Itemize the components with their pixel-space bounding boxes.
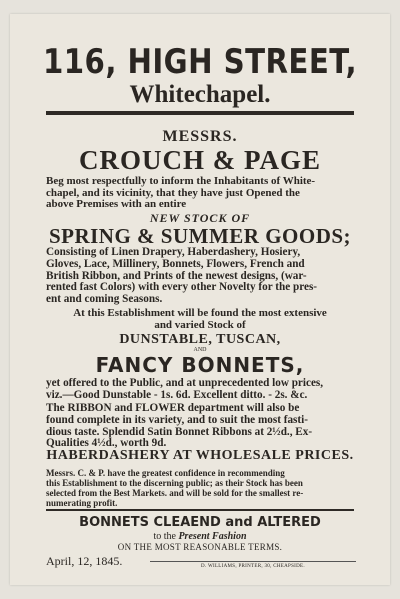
- text-line: The RIBBON and FLOWER department will also be: [46, 403, 300, 414]
- text-line: this Establishment to the discerning public; as their Stock has been: [46, 478, 303, 488]
- new-stock-label: NEW STOCK OF: [149, 211, 251, 225]
- text-line: British Ribbon, and Prints of the newest designs, (war-: [46, 270, 307, 282]
- text-line: chapel, and its vicinity, that they have just Opened the: [46, 187, 300, 199]
- present-fashion-text: Present Fashion: [178, 531, 247, 542]
- text-line: ent and coming Seasons.: [46, 294, 163, 306]
- to-the-text: to the: [153, 531, 176, 542]
- text-line: Messrs. C. & P. have the greatest confidence in recommending: [46, 468, 285, 478]
- text-line: numerating profit.: [46, 498, 118, 508]
- present-fashion-line: [10, 531, 390, 542]
- spring-summer-heading: SPRING & SUMMER GOODS;: [48, 224, 352, 248]
- text-line: Consisting of Linen Drapery, Haberdashery, Hosiery,: [46, 247, 301, 258]
- establishment-paragraph: [10, 307, 390, 331]
- fancy-bonnets-heading: FANCY BONNETS,: [95, 353, 305, 377]
- poster-date: April, 12, 1845.: [46, 554, 123, 568]
- printer-imprint: D. WILLIAMS, PRINTER, 30, CHEAPSIDE.: [150, 561, 356, 569]
- confidence-paragraph: [46, 468, 358, 508]
- text-line: Qualities 4½d., worth 9d.: [46, 438, 167, 450]
- text-line: yet offered to the Public, and at unprecedented low prices,: [46, 378, 324, 389]
- text-line: At this Establishment will be found the most extensive: [73, 307, 327, 319]
- thin-rule: [46, 509, 354, 511]
- text-line: and varied Stock of: [154, 319, 246, 331]
- terms-line: ON THE MOST REASONABLE TERMS.: [117, 542, 283, 552]
- text-line: found complete in its variety, and to suit the most fasti-: [46, 414, 308, 426]
- handbill-sheet: [10, 14, 390, 585]
- messrs-label: MESSRS.: [162, 128, 238, 145]
- address-heading: 116, HIGH STREET,: [42, 42, 357, 82]
- text-line: above Premises with an entire: [46, 199, 187, 210]
- locality-heading: Whitechapel.: [129, 81, 271, 108]
- heavy-rule: [46, 111, 354, 115]
- ribbon-paragraph: [46, 403, 358, 450]
- dunstable-tuscan-heading: DUNSTABLE, TUSCAN,: [119, 332, 281, 347]
- goods-list-paragraph: [46, 247, 358, 306]
- text-line: selected from the Best Markets. and will be sold for the smallest re-: [46, 488, 304, 498]
- text-line: Beg most respectfully to inform the Inhabitants of White-: [46, 176, 316, 187]
- bonnets-cleaned-heading: BONNETS CLEAEND and ALTERED: [79, 515, 321, 530]
- text-line: dious taste. Splendid Satin Bonnet Ribbons at 2½d., Ex-: [46, 426, 313, 438]
- firm-name: CROUCH & PAGE: [79, 145, 321, 175]
- prices-paragraph: [46, 378, 358, 402]
- haberdashery-heading: HABERDASHERY AT WHOLESALE PRICES.: [46, 448, 354, 463]
- and-word: AND: [193, 347, 207, 353]
- text-line: rented fast Colors) with every other Novelty for the pres-: [46, 282, 318, 294]
- price-line: viz.—Good Dunstable - 1s. 6d. Excellent ditto. - 2s. &c.: [46, 389, 308, 401]
- intro-paragraph: [46, 176, 358, 211]
- text-line: Gloves, Lace, Millinery, Bonnets, Flowers, French and: [46, 258, 305, 270]
